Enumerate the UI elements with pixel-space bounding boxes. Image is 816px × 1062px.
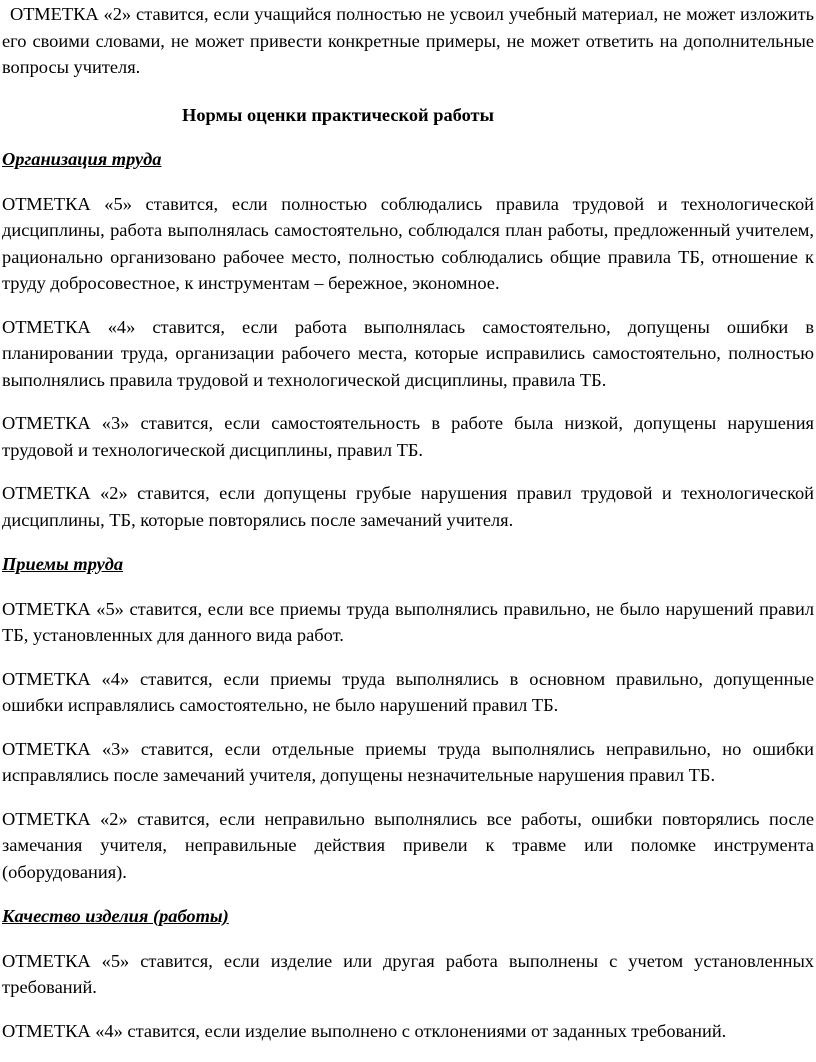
intro-paragraph: ОТМЕТКА «2» ставится, если учащийся полностью не усвоил учебный материал, не может изложить его своими словами, не может привести конкретные примеры, не может ответить на дополнительные вопросы учителя. bbox=[2, 4, 814, 77]
grade-paragraph: ОТМЕТКА «3» ставится, если самостоятельность в работе была низкой, допущены нарушения трудовой и технологической дисциплины, правил ТБ. bbox=[2, 413, 814, 460]
grade-paragraph: ОТМЕТКА «4» ставится, если приемы труда выполнялись в основном правильно, допущенные ошибки исправлялись самостоятельно, не было нарушений правил ТБ. bbox=[2, 668, 814, 715]
document-page bbox=[2, 0, 814, 1044]
grade-paragraph: ОТМЕТКА «2» ставится, если неправильно выполнялись все работы, ошибки повторялись после замечания учителя, неправильные действия привели к травме или поломке инструмента (оборудования). bbox=[2, 808, 814, 882]
section-heading-product-quality: Качество изделия (работы) bbox=[2, 906, 229, 926]
grade-paragraph: ОТМЕТКА «4» ставится, если изделие выполнено с отклонениями от заданных требований. bbox=[2, 1020, 727, 1041]
section-heading-labor-techniques: Приемы труда bbox=[2, 554, 124, 574]
section-heading-labor-organization: Организация труда bbox=[2, 149, 162, 169]
grade-paragraph: ОТМЕТКА «3» ставится, если отдельные приемы труда выполнялись неправильно, но ошибки исправлялись после замечаний учителя, допущены незначительные нарушения правил ТБ. bbox=[2, 738, 814, 785]
grade-paragraph: ОТМЕТКА «5» ставится, если все приемы труда выполнялись правильно, не было нарушений правил ТБ, установленных для данного вида работ. bbox=[2, 598, 814, 645]
grade-paragraph: ОТМЕТКА «5» ставится, если полностью соблюдались правила трудовой и технологической дисциплины, работа выполнялась самостоятельно, соблюдался план работы, предложенный учителем, рационально организовано рабочее место, полностью соблюдались общие правила ТБ, отношение к труду добросовестное, к инструментам – бережное, экономное. bbox=[2, 193, 814, 293]
document-title: Нормы оценки практической работы bbox=[182, 104, 494, 125]
grade-paragraph: ОТМЕТКА «2» ставится, если допущены грубые нарушения правил трудовой и технологической дисциплины, ТБ, которые повторялись после замечаний учителя. bbox=[2, 483, 814, 530]
grade-paragraph: ОТМЕТКА «5» ставится, если изделие или другая работа выполнены с учетом установленных требований. bbox=[2, 950, 814, 997]
grade-paragraph: ОТМЕТКА «4» ставится, если работа выполнялась самостоятельно, допущены ошибки в планировании труда, организации рабочего места, которые исправились самостоятельно, полностью выполнялись правила трудовой и технологической дисциплины, правила ТБ. bbox=[2, 316, 814, 390]
